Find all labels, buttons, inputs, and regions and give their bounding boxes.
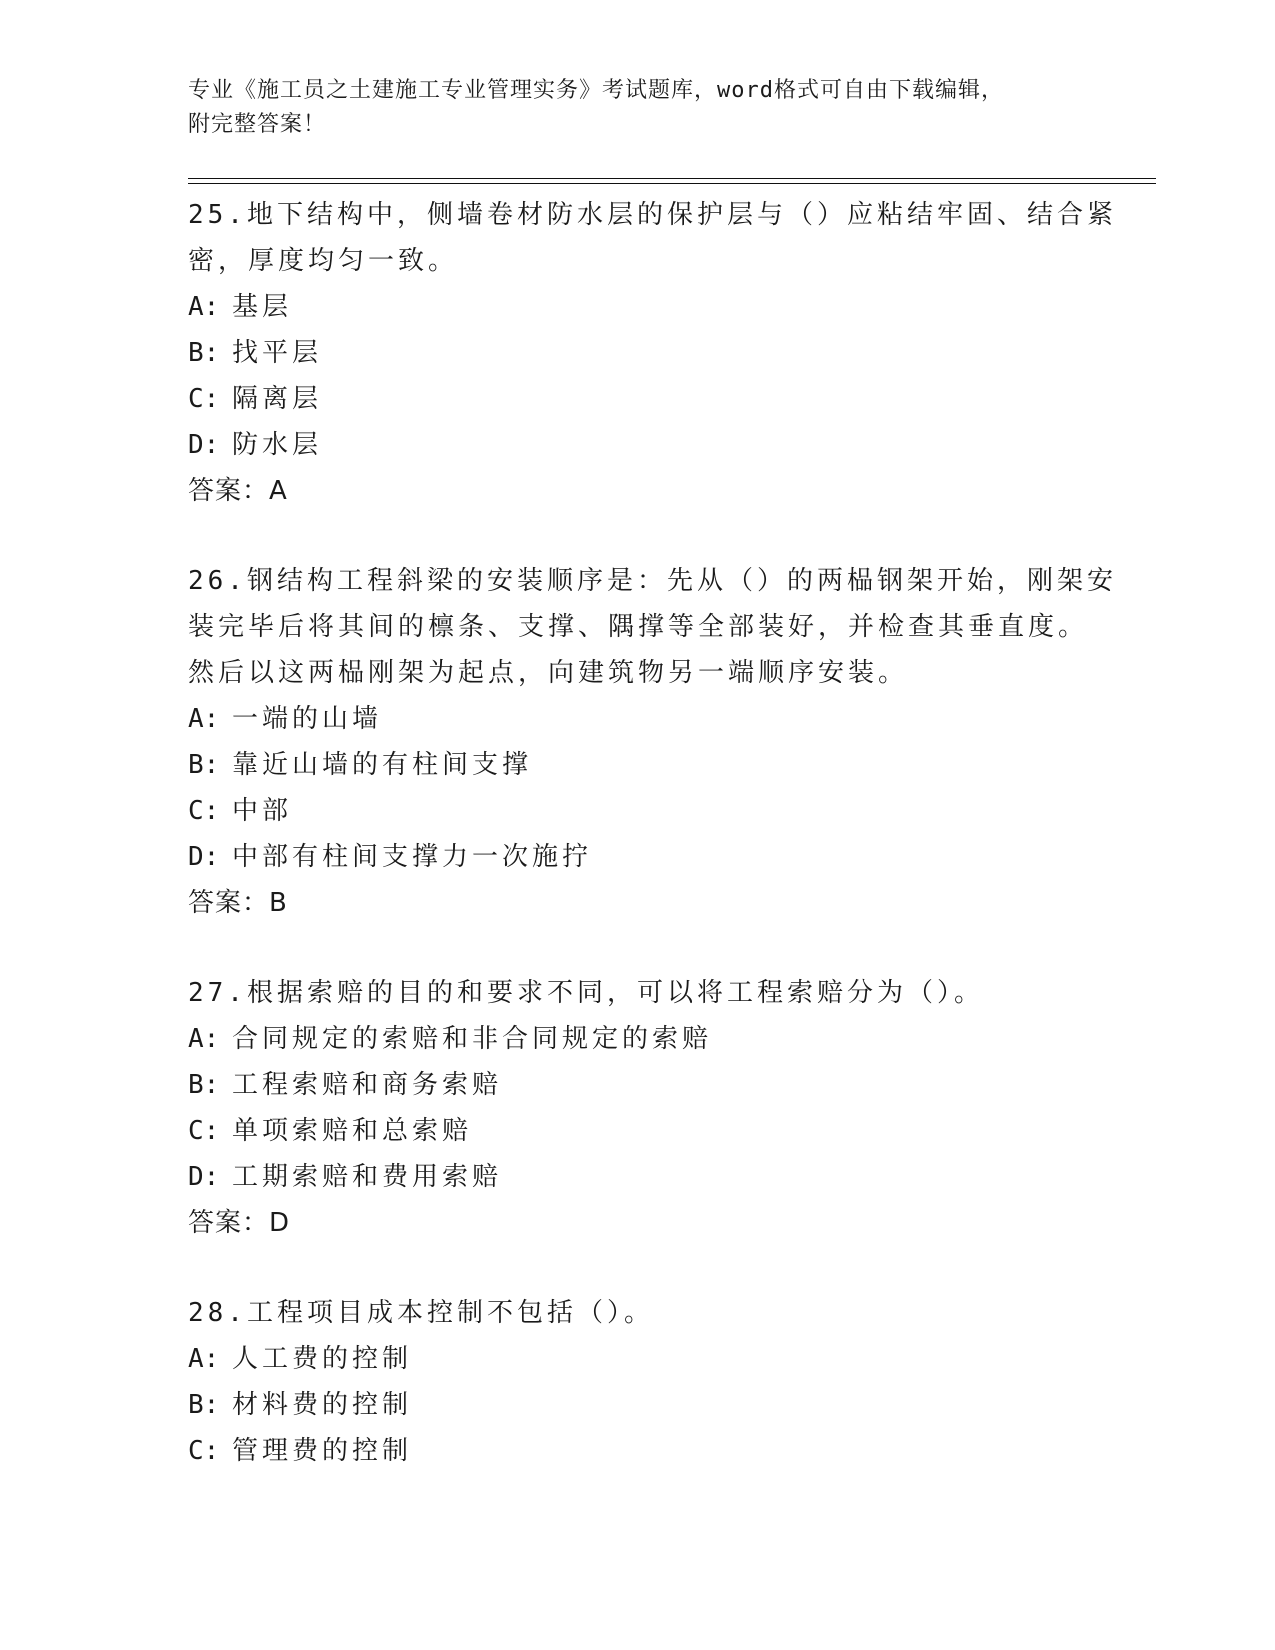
question-25 (188, 192, 1117, 514)
option-key: A: (188, 1344, 220, 1374)
option-a (188, 1336, 1088, 1382)
option-d (188, 834, 1088, 880)
option-text: 中部 (232, 796, 293, 826)
question-26 (188, 558, 1117, 926)
option-text: 中部有柱间支撑力一次施拧 (232, 842, 593, 872)
question-text-line: 密，厚度均匀一致。 (188, 246, 459, 276)
option-key: D: (188, 842, 220, 872)
option-text: 找平层 (232, 338, 323, 368)
option-key: D: (188, 1162, 220, 1192)
question-list (188, 192, 1117, 1518)
header-line-1: 专业《施工员之土建施工专业管理实务》考试题库，word格式可自由下载编辑， (188, 78, 1004, 103)
option-text: 材料费的控制 (232, 1390, 413, 1420)
question-text-line: 28.工程项目成本控制不包括（）。 (188, 1298, 654, 1328)
question-text-line: 26.钢结构工程斜梁的安装顺序是：先从（）的两榀钢架开始，刚架安 (188, 566, 1117, 596)
document-header (188, 74, 1068, 142)
option-text: 隔离层 (232, 384, 323, 414)
option-c (188, 1108, 1088, 1154)
option-key: B: (188, 1390, 220, 1420)
option-a (188, 1016, 1088, 1062)
header-divider-bottom (188, 183, 1156, 184)
option-text: 人工费的控制 (232, 1344, 413, 1374)
answer-line: 答案：B (188, 888, 288, 918)
question-27 (188, 970, 1088, 1246)
question-text-line: 27.根据索赔的目的和要求不同，可以将工程索赔分为（）。 (188, 978, 984, 1008)
option-b (188, 742, 1088, 788)
answer-line: 答案：A (188, 476, 288, 506)
option-key: A: (188, 704, 220, 734)
option-key: C: (188, 796, 220, 826)
question-text-line: 25.地下结构中，侧墙卷材防水层的保护层与（）应粘结牢固、结合紧 (188, 200, 1117, 230)
option-text: 管理费的控制 (232, 1436, 413, 1466)
question-text-line: 然后以这两榀刚架为起点，向建筑物另一端顺序安装。 (188, 658, 909, 688)
option-key: B: (188, 1070, 220, 1100)
option-text: 基层 (232, 292, 293, 322)
option-text: 合同规定的索赔和非合同规定的索赔 (232, 1024, 713, 1054)
option-key: B: (188, 750, 220, 780)
question-28 (188, 1290, 1088, 1474)
option-c (188, 376, 1088, 422)
option-key: C: (188, 1436, 220, 1466)
option-text: 靠近山墙的有柱间支撑 (232, 750, 533, 780)
option-d (188, 422, 1088, 468)
option-c (188, 1428, 1088, 1474)
option-a (188, 284, 1088, 330)
option-key: C: (188, 1116, 220, 1146)
header-divider-top (188, 178, 1156, 179)
answer-line: 答案：D (188, 1208, 291, 1238)
option-b (188, 1062, 1088, 1108)
option-text: 工期索赔和费用索赔 (232, 1162, 503, 1192)
option-text: 防水层 (232, 430, 323, 460)
question-text-line: 装完毕后将其间的檩条、支撑、隅撑等全部装好，并检查其垂直度。 (188, 612, 1089, 642)
option-key: A: (188, 1024, 220, 1054)
option-a (188, 696, 1088, 742)
option-b (188, 1382, 1088, 1428)
option-text: 单项索赔和总索赔 (232, 1116, 473, 1146)
header-line-2: 附完整答案！ (188, 112, 327, 137)
option-key: B: (188, 338, 220, 368)
option-key: C: (188, 384, 220, 414)
option-d (188, 1154, 1088, 1200)
option-key: D: (188, 430, 220, 460)
option-c (188, 788, 1088, 834)
option-key: A: (188, 292, 220, 322)
option-text: 一端的山墙 (232, 704, 383, 734)
option-b (188, 330, 1088, 376)
option-text: 工程索赔和商务索赔 (232, 1070, 503, 1100)
